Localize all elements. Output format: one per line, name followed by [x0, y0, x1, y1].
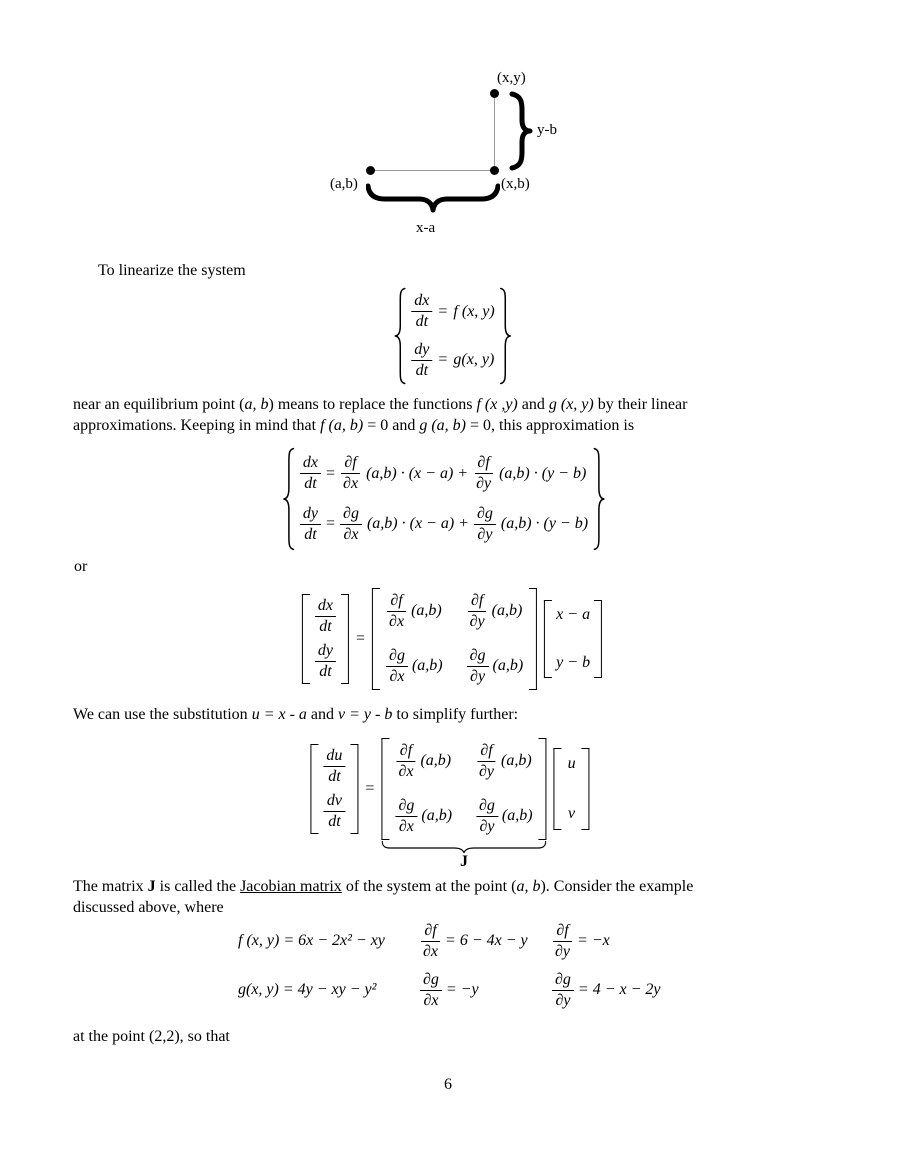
math-run: f (a, b): [320, 417, 364, 434]
partial-fraction: $\frac{\partial f}{\partial y}$: [476, 454, 492, 493]
left-bracket-icon: [554, 748, 562, 830]
text-run: and: [517, 396, 549, 413]
math-token: (a,b) · (y − b): [499, 464, 587, 482]
equation-system: [393, 287, 512, 385]
math-token: g(x, y): [453, 351, 495, 369]
right-bracket-icon: [350, 744, 358, 834]
point-xy-label: (x,y): [497, 70, 526, 86]
math-token: (a,b) · (y − b): [500, 515, 589, 533]
dg-dy: $\frac{\partial g}{\partial y}$ = 4 − x − 2y: [552, 971, 661, 1010]
right-bracket-icon: [594, 600, 602, 678]
lhs-vector: [310, 744, 358, 834]
left-bracket-icon: [372, 588, 380, 690]
fraction: $\frac{dv}{dt}$: [324, 792, 345, 831]
dg-dx: $\frac{\partial g}{\partial x}$ = −y: [420, 971, 552, 1010]
vertical-segment: [494, 97, 495, 171]
text-line: discussed above, where: [73, 899, 224, 916]
text-run: = 0 and: [363, 417, 420, 434]
equation-jacobian: [310, 738, 589, 870]
page-number: 6: [444, 1076, 452, 1093]
distance-yb-label: y-b: [537, 122, 557, 138]
fraction: $\frac{dy}{dt}$: [300, 505, 321, 544]
math-run: a, b: [244, 396, 269, 413]
left-bracket-icon: [310, 744, 318, 834]
math-run: a, b: [516, 878, 541, 895]
point-ab-label: (a,b): [330, 176, 358, 192]
rhs-vector: [544, 600, 602, 678]
fraction: $\frac{dy}{dt}$: [411, 341, 432, 380]
matrix-cell: $\frac{\partial f}{\partial x}$ (a,b): [398, 742, 452, 780]
text-run: is called the: [155, 878, 241, 895]
math-token: (a,b) · (x − a) +: [366, 464, 469, 482]
paragraph-substitution: [73, 704, 518, 725]
matrix-cell: $\frac{\partial g}{\partial x}$ (a,b): [386, 647, 443, 686]
right-bracket-icon: [582, 748, 590, 830]
equals-sign: =: [326, 464, 336, 482]
linearization-diagram: [330, 70, 590, 250]
text-run: approximations. Keeping in mind that: [73, 417, 321, 434]
df-dx: $\frac{\partial f}{\partial x}$ = 6 − 4x − y: [423, 922, 528, 960]
matrix-cell: $\frac{\partial g}{\partial y}$ (a,b): [476, 797, 533, 836]
fraction: $\frac{dy}{dt}$: [315, 642, 336, 681]
left-bracket-icon: [544, 600, 552, 678]
equals-sign: =: [438, 302, 448, 320]
equation-matrix-form: [302, 588, 602, 690]
jacobian-matrix: [372, 588, 537, 690]
text-run: to simplify further:: [392, 706, 519, 723]
vector-entry: v: [568, 804, 576, 822]
jacobian-label: J: [460, 852, 469, 870]
left-brace-icon: [282, 447, 295, 551]
point-xb-label: (x,b): [501, 176, 530, 192]
math-token: (a,b) · (x − a) +: [366, 515, 469, 533]
right-bracket-icon: [539, 738, 547, 840]
matrix-cell: $\frac{\partial f}{\partial x}$ (a,b): [389, 592, 442, 630]
text-line: [73, 876, 853, 897]
math-run: g (x, y): [548, 396, 594, 413]
lhs-vector: [302, 594, 349, 684]
equals-sign: =: [438, 351, 448, 369]
right-bracket-icon: [529, 588, 537, 690]
matrix-cell: $\frac{\partial f}{\partial y}$ (a,b): [469, 592, 523, 630]
df-dy: $\frac{\partial f}{\partial y}$ = −x: [555, 922, 610, 960]
vector-entry: x − a: [556, 605, 591, 623]
linearized-row-y: [300, 505, 588, 544]
ode-row-x: [411, 292, 494, 331]
linearized-row-x: [300, 454, 588, 493]
math-run: v = y - b: [338, 706, 393, 723]
equation-linearized-system: [282, 447, 606, 551]
or-text: or: [74, 558, 88, 575]
partial-fraction: $\frac{\partial g}{\partial y}$: [474, 505, 496, 544]
ode-row-y: [411, 341, 494, 380]
math-token: f (x, y): [453, 302, 495, 320]
f-definition: f (x, y) = 6x − 2x² − xy: [238, 932, 385, 950]
right-bracket-icon: [341, 594, 349, 684]
math-run: u = x - a: [251, 706, 307, 723]
equals-sign: =: [365, 779, 375, 797]
equals-sign: =: [326, 515, 336, 533]
point-xy-dot: [490, 89, 499, 98]
right-brace-icon: [507, 90, 533, 172]
fraction: $\frac{dx}{dt}$: [315, 597, 336, 636]
text-run: ). Consider the example: [540, 878, 694, 895]
jacobian-underbrace: [381, 840, 546, 870]
point-xb-dot: [490, 166, 499, 175]
example-equations: [238, 922, 661, 1010]
jacobian-matrix-braced: [381, 738, 546, 870]
underbrace-icon: [381, 840, 546, 853]
fraction: $\frac{dx}{dt}$: [411, 292, 432, 331]
text-run: of the system at the point (: [341, 878, 517, 895]
text-run: and: [306, 706, 339, 723]
underbrace-icon: [366, 182, 500, 214]
text-run: by their linear: [593, 396, 688, 413]
text-run: We can use the substitution: [73, 706, 252, 723]
jacobian-matrix-term: Jacobian matrix: [240, 878, 342, 895]
horizontal-segment: [374, 170, 495, 171]
paragraph-at-point: at the point (2,2), so that: [73, 1028, 230, 1045]
partial-fraction: $\frac{\partial g}{\partial x}$: [340, 505, 362, 544]
fraction: $\frac{dx}{dt}$: [300, 454, 321, 493]
text-run: near an equilibrium point (: [73, 396, 245, 413]
matrix-cell: $\frac{\partial g}{\partial y}$ (a,b): [467, 647, 524, 686]
left-bracket-icon: [381, 738, 389, 840]
left-bracket-icon: [302, 594, 310, 684]
paragraph-jacobian-definition: [73, 876, 853, 918]
right-brace-icon: [500, 287, 513, 385]
matrix-cell: $\frac{\partial g}{\partial x}$ (a,b): [395, 797, 452, 836]
partial-fraction: $\frac{\partial f}{\partial x}$: [343, 454, 359, 493]
vector-entry: u: [567, 754, 576, 772]
right-brace-icon: [593, 447, 606, 551]
rhs-vector: [554, 748, 590, 830]
matrix-cell: $\frac{\partial f}{\partial y}$ (a,b): [479, 742, 532, 780]
math-run: f (x ,y): [476, 396, 518, 413]
paragraph-equilibrium: [73, 394, 853, 436]
fraction: $\frac{du}{dt}$: [323, 747, 345, 786]
text-line: [73, 415, 853, 436]
math-run: g (a, b): [419, 417, 466, 434]
vector-entry: y − b: [556, 653, 591, 671]
text-run: ) means to replace the functions: [268, 396, 477, 413]
matrix-J-symbol: J: [147, 878, 156, 895]
text-line: [73, 394, 853, 415]
equals-sign: =: [356, 629, 366, 647]
intro-text: To linearize the system: [98, 262, 246, 279]
g-definition: g(x, y) = 4y − xy − y²: [238, 981, 377, 999]
text-run: The matrix: [73, 878, 148, 895]
point-ab-dot: [366, 166, 375, 175]
left-brace-icon: [393, 287, 406, 385]
text-run: = 0, this approximation is: [465, 417, 635, 434]
distance-xa-label: x-a: [416, 220, 436, 236]
